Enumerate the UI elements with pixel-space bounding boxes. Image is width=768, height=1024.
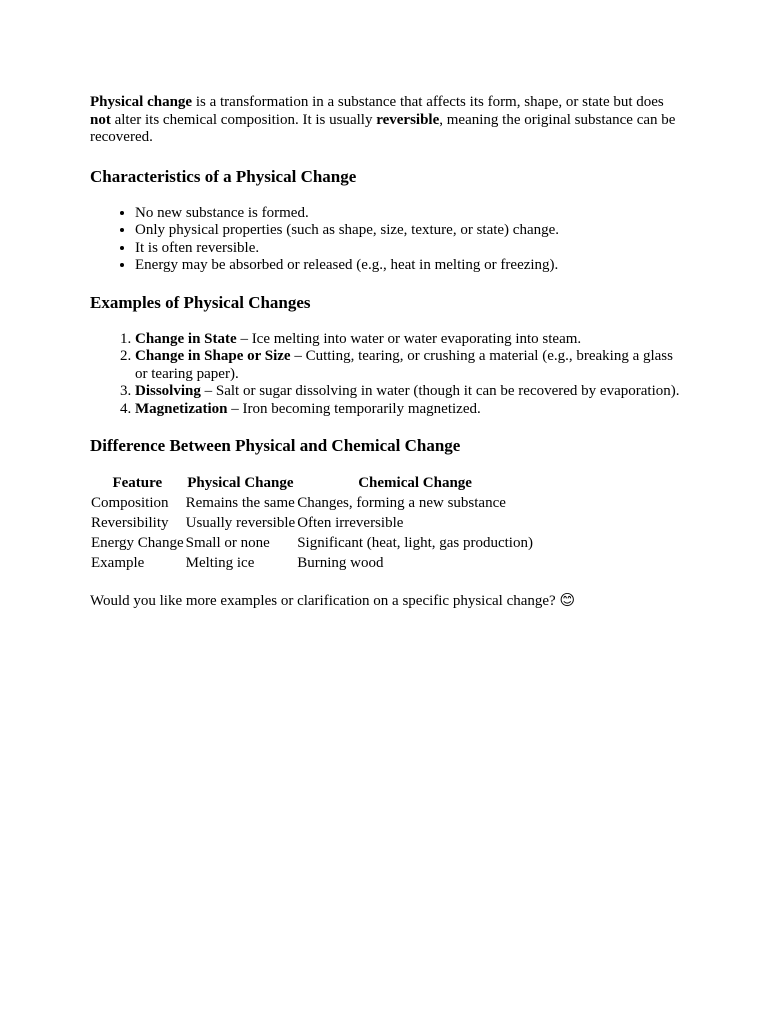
examples-list <box>90 331 680 419</box>
table-header-row <box>90 474 534 494</box>
example-desc: – Cutting, tearing, or crushing a material (e.g., breaking a glass or tearing paper). <box>135 348 673 382</box>
table-header-cell: Physical Change <box>187 475 294 491</box>
smiley-icon: 😊 <box>559 591 576 609</box>
list-item: • It is often reversible. <box>135 240 680 258</box>
list-item: • Only physical properties (such as shape, size, texture, or state) change. <box>135 222 680 240</box>
examples-heading: Examples of Physical Changes <box>90 292 311 312</box>
table-cell: Small or none <box>185 535 270 551</box>
table-cell: Burning wood <box>297 555 384 571</box>
example-desc: – Iron becoming temporarily magnetized. <box>227 400 481 417</box>
table-cell: Example <box>91 555 145 571</box>
example-desc: – Salt or sugar dissolving in water (though it can be recovered by evaporation). <box>200 383 680 399</box>
table-header-cell: Chemical Change <box>358 475 472 491</box>
document-body <box>90 94 680 611</box>
table-cell: Changes, forming a new substance <box>297 495 506 511</box>
table-cell: Significant (heat, light, gas production) <box>297 535 533 551</box>
table-cell: Usually reversible <box>185 515 296 531</box>
example-term: Magnetization <box>135 400 228 417</box>
example-term: Change in Shape or Size <box>135 348 291 364</box>
list-item <box>135 348 680 383</box>
comparison-table <box>90 474 534 574</box>
characteristics-list <box>90 205 680 275</box>
table-cell: Energy Change <box>91 535 184 551</box>
table-row <box>90 514 534 534</box>
intro-text-1: is a transformation in a substance that affects its form, shape, or state but does <box>192 94 664 110</box>
table-cell: Remains the same <box>185 495 295 511</box>
intro-term: Physical change <box>90 94 193 110</box>
difference-heading: Difference Between Physical and Chemical Change <box>90 436 461 455</box>
list-item <box>135 383 680 401</box>
table-cell: Composition <box>91 495 169 511</box>
intro-text-3: , meaning the original substance can be recovered. <box>90 111 676 145</box>
table-row <box>90 534 534 554</box>
list-item <box>135 401 680 419</box>
table-header-cell: Feature <box>112 475 163 491</box>
intro-paragraph <box>90 94 680 147</box>
closing-text: Would you like more examples or clarification on a specific physical change? <box>90 593 560 609</box>
characteristics-heading: Characteristics of a Physical Change <box>90 166 357 186</box>
intro-text-2: alter its chemical composition. It is usually <box>110 111 377 128</box>
example-term: Dissolving <box>135 383 201 399</box>
example-term: Change in State <box>135 330 237 347</box>
table-cell: Melting ice <box>185 555 255 571</box>
closing-paragraph <box>90 592 680 611</box>
intro-reversible: reversible <box>376 111 440 128</box>
list-item <box>135 331 680 349</box>
table-cell: Reversibility <box>91 515 169 531</box>
table-row <box>90 554 534 574</box>
intro-not: not <box>90 111 111 128</box>
table-row <box>90 494 534 514</box>
list-item: • No new substance is formed. <box>135 205 680 223</box>
table-cell: Often irreversible <box>297 515 404 531</box>
example-desc: – Ice melting into water or water evaporating into steam. <box>236 330 582 347</box>
list-item: • Energy may be absorbed or released (e.g., heat in melting or freezing). <box>135 257 680 275</box>
